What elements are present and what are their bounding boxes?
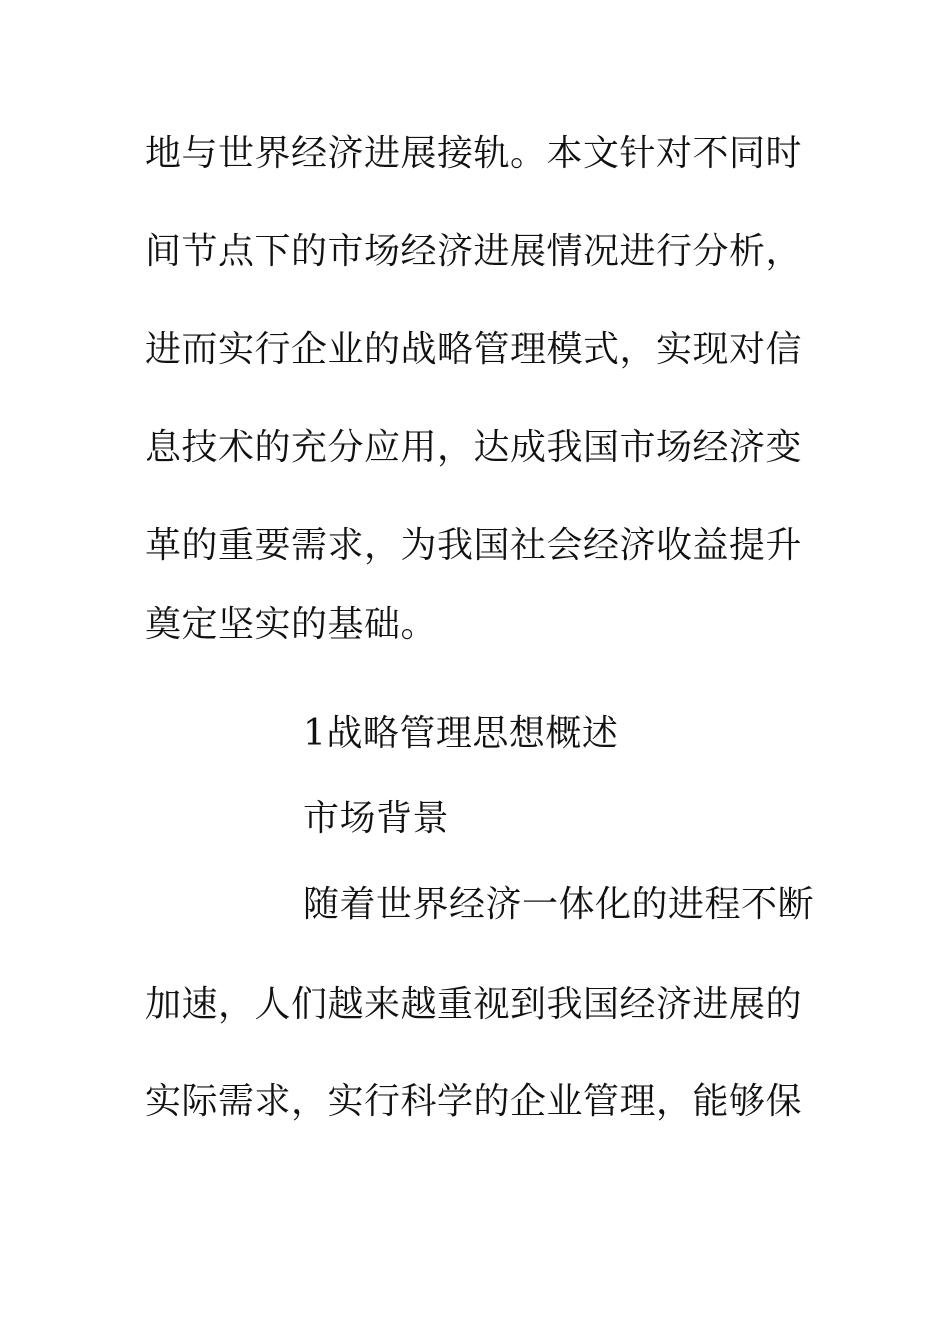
body-text-line: 实际需求，实行科学的企业管理，能够保 — [145, 1081, 803, 1122]
body-text-line: 革的重要需求，为我国社会经济收益提升 — [145, 525, 803, 566]
body-text-line: 奠定坚实的基础。 — [145, 604, 438, 645]
subsection-heading: 市场背景 — [303, 798, 450, 839]
body-text-line: 随着世界经济一体化的进程不断 — [303, 884, 815, 925]
body-text-line: 间节点下的市场经济进展情况进行分析， — [145, 231, 803, 272]
body-text-line: 息技术的充分应用，达成我国市场经济变 — [145, 427, 803, 468]
body-text-line: 加速，人们越来越重视到我国经济进展的 — [145, 984, 803, 1025]
body-text-line: 进而实行企业的战略管理模式，实现对信 — [145, 329, 803, 370]
section-heading: 1战略管理思想概述 — [303, 713, 619, 754]
body-text-line: 地与世界经济进展接轨。本文针对不同时 — [145, 133, 803, 174]
